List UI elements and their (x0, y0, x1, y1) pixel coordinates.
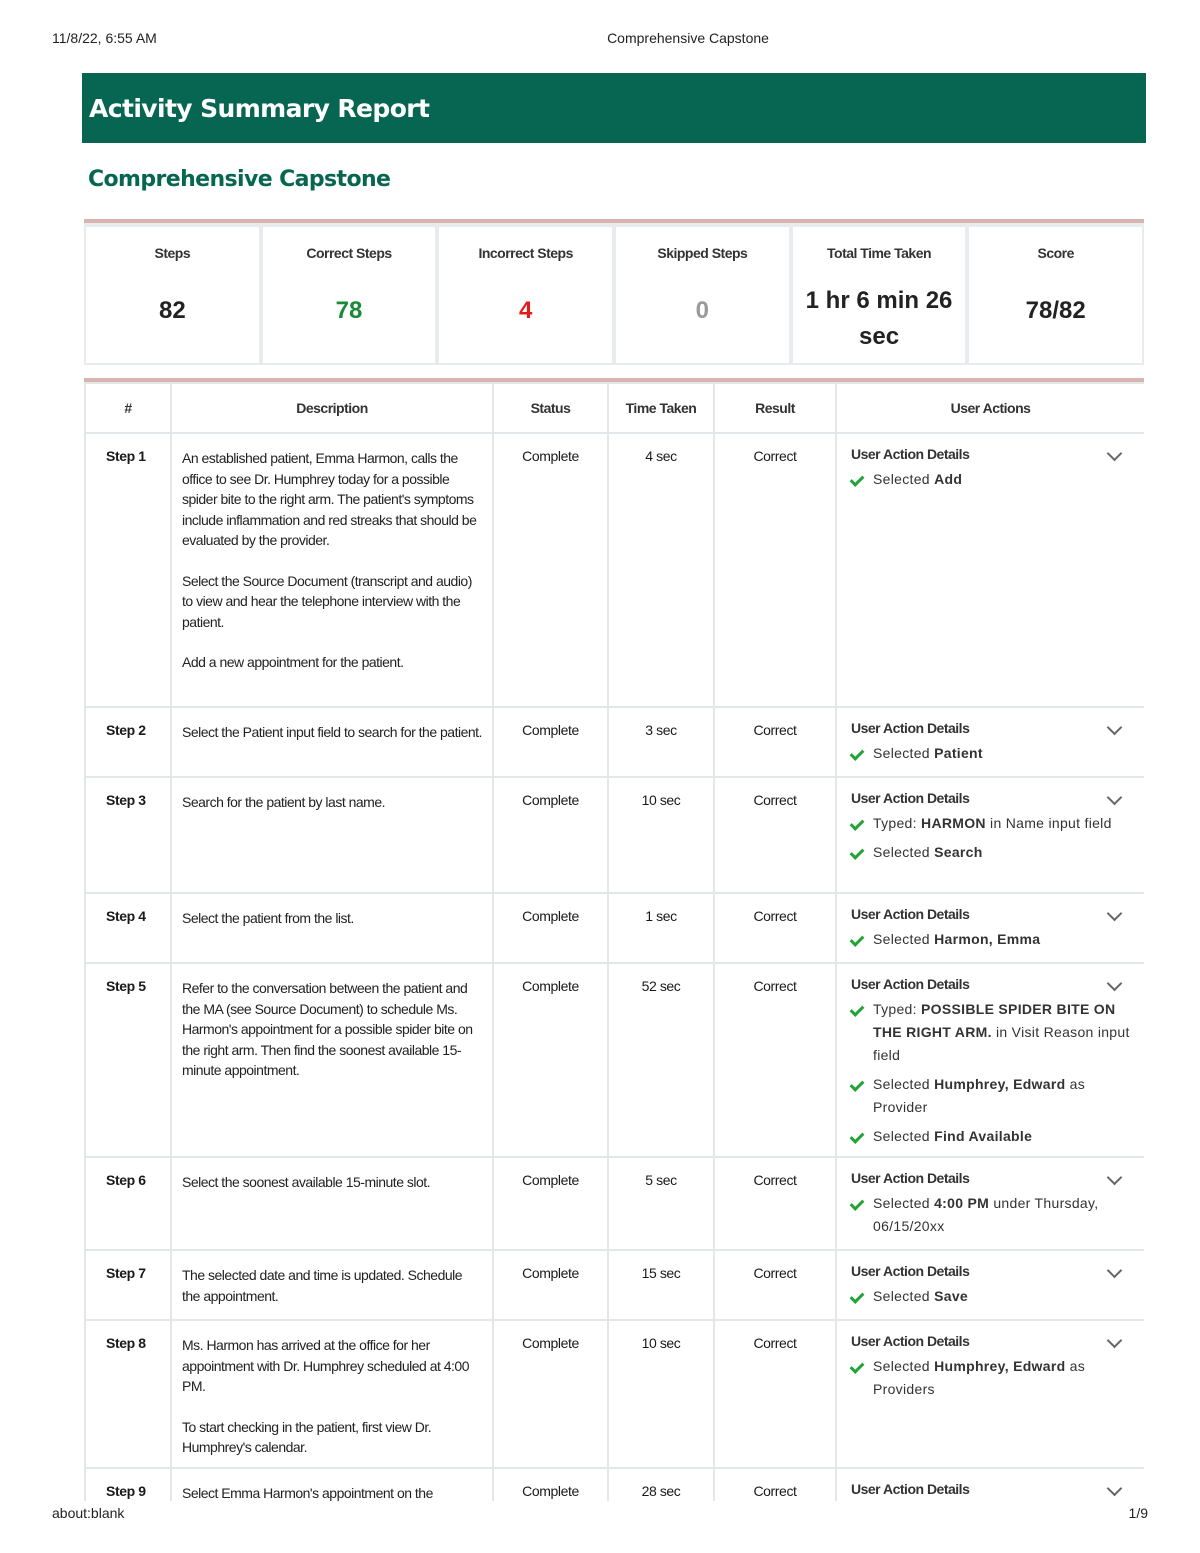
user-action-details-title: User Action Details (851, 1263, 970, 1279)
column-header-result: Result (714, 383, 836, 433)
step-number: Step 7 (85, 1250, 171, 1320)
step-description (171, 433, 493, 707)
user-actions-cell (836, 433, 1144, 707)
action-detail: as Providers (873, 1358, 1086, 1397)
stat-label: Steps (154, 245, 191, 261)
user-action-details-title: User Action Details (851, 1170, 970, 1186)
step-result: Correct (714, 777, 836, 893)
check-icon (850, 1196, 865, 1211)
stat-value: 82 (158, 297, 186, 324)
check-icon (850, 816, 865, 831)
action-verb: Selected (873, 1358, 930, 1374)
column-header-time-taken: Time Taken (608, 383, 714, 433)
table-row (85, 893, 1144, 963)
stat-value: 1 hr 6 min 26 sec (805, 287, 953, 350)
print-header (0, 30, 1200, 50)
step-description (171, 963, 493, 1157)
description-paragraph: Ms. Harmon has arrived at the office for her appointment with Dr. Humphrey scheduled at 4:00 PM. (182, 1337, 470, 1394)
user-actions-cell (836, 1157, 1144, 1250)
description-paragraph: Select Emma Harmon's appointment on the (182, 1485, 433, 1501)
action-verb: Selected (873, 1076, 930, 1092)
action-value: 4:00 PM (934, 1195, 990, 1211)
description-paragraph: Select the soonest available 15-minute slot. (182, 1174, 431, 1190)
step-result: Correct (714, 707, 836, 777)
step-number: Step 6 (85, 1157, 171, 1250)
action-verb: Selected (873, 1288, 930, 1304)
step-time-taken: 28 sec (608, 1468, 714, 1501)
stats-summary (84, 219, 1144, 365)
activity-subtitle: Comprehensive Capstone (88, 167, 391, 192)
user-action-details-title: User Action Details (851, 446, 970, 462)
table-row (85, 1250, 1144, 1320)
action-value: Humphrey, Edward (934, 1076, 1066, 1092)
description-paragraph: Refer to the conversation between the patient and the MA (see Source Document) to schedule Ms. Harmon's appointment for a possible spider bite on the right arm. Then find the soonest available 15-minute appointment. (182, 980, 473, 1078)
action-value: Add (934, 471, 963, 487)
user-action-item (851, 742, 1134, 765)
step-result: Correct (714, 893, 836, 963)
user-actions-cell (836, 777, 1144, 893)
stat-label: Incorrect Steps (478, 245, 573, 261)
user-action-details-title: User Action Details (851, 976, 970, 992)
user-action-item (851, 1355, 1134, 1401)
user-actions-cell (836, 893, 1144, 963)
step-status: Complete (493, 1157, 608, 1250)
step-number: Step 9 (85, 1468, 171, 1501)
stat-value: 78/82 (1025, 297, 1086, 324)
table-row (85, 777, 1144, 893)
stat-value: 0 (695, 297, 710, 324)
user-action-details-title: User Action Details (851, 790, 970, 806)
step-time-taken: 15 sec (608, 1250, 714, 1320)
step-time-taken: 5 sec (608, 1157, 714, 1250)
user-action-item (851, 928, 1134, 951)
report-title: Activity Summary Report (89, 93, 430, 123)
description-paragraph: Search for the patient by last name. (182, 794, 386, 810)
step-status: Complete (493, 893, 608, 963)
stat-label: Correct Steps (306, 245, 392, 261)
action-verb: Selected (873, 1195, 930, 1211)
action-detail: in Visit Reason input field (873, 1024, 1130, 1063)
step-description (171, 707, 493, 777)
stat-score (969, 227, 1142, 363)
action-verb: Selected (873, 745, 930, 761)
step-result: Correct (714, 1157, 836, 1250)
column-header-status: Status (493, 383, 608, 433)
action-value: Humphrey, Edward (934, 1358, 1066, 1374)
stat-steps (86, 227, 259, 363)
step-description (171, 1320, 493, 1468)
user-action-item (851, 1192, 1134, 1238)
action-verb: Selected (873, 471, 930, 487)
user-actions-cell (836, 1468, 1144, 1501)
action-value: Harmon, Emma (934, 931, 1041, 947)
step-description (171, 1250, 493, 1320)
check-icon (850, 1289, 865, 1304)
user-action-item (851, 468, 1134, 491)
table-row (85, 707, 1144, 777)
table-row (85, 1157, 1144, 1250)
step-description (171, 893, 493, 963)
description-paragraph: Add a new appointment for the patient. (182, 654, 404, 670)
step-number: Step 1 (85, 433, 171, 707)
action-value: Search (934, 844, 983, 860)
step-number: Step 2 (85, 707, 171, 777)
description-paragraph: To start checking in the patient, first view Dr. Humphrey's calendar. (182, 1418, 432, 1455)
check-icon (850, 472, 865, 487)
step-time-taken: 10 sec (608, 777, 714, 893)
column-header-user-actions: User Actions (836, 383, 1144, 433)
stat-label: Total Time Taken (827, 245, 932, 261)
table-row (85, 963, 1144, 1157)
action-verb: Selected (873, 844, 930, 860)
user-actions-cell (836, 1320, 1144, 1468)
step-status: Complete (493, 707, 608, 777)
action-value: Patient (934, 745, 983, 761)
stat-value: 78 (335, 297, 363, 324)
page-number: 1/9 (1128, 1505, 1148, 1521)
step-result: Correct (714, 1468, 836, 1501)
user-action-item (851, 1125, 1134, 1148)
action-value: HARMON (921, 815, 986, 831)
action-detail: in Name input field (990, 815, 1112, 831)
check-icon (850, 1129, 865, 1144)
stat-value: 4 (519, 297, 533, 324)
step-status: Complete (493, 1320, 608, 1468)
description-paragraph: The selected date and time is updated. Schedule the appointment. (182, 1267, 463, 1304)
action-detail: under Thursday, 06/15/20xx (873, 1195, 1099, 1234)
description-paragraph: Select the Source Document (transcript and audio) to view and hear the telephone interview with the patient. (182, 572, 472, 630)
action-verb: Typed: (873, 1001, 917, 1017)
step-number: Step 8 (85, 1320, 171, 1468)
step-time-taken: 4 sec (608, 433, 714, 707)
check-icon (850, 1359, 865, 1374)
step-time-taken: 3 sec (608, 707, 714, 777)
step-description (171, 1468, 493, 1501)
table-row (85, 433, 1144, 707)
check-icon (850, 932, 865, 947)
step-time-taken: 10 sec (608, 1320, 714, 1468)
description-paragraph: Select the patient from the list. (182, 910, 354, 926)
column-header-description: Description (171, 383, 493, 433)
stat-skipped-steps (616, 227, 789, 363)
action-verb: Selected (873, 1128, 930, 1144)
step-status: Complete (493, 963, 608, 1157)
description-paragraph: Select the Patient input field to search for the patient. (182, 724, 482, 740)
user-actions-cell (836, 707, 1144, 777)
step-number: Step 5 (85, 963, 171, 1157)
step-status: Complete (493, 1468, 608, 1501)
step-number: Step 3 (85, 777, 171, 893)
print-url: about:blank (52, 1505, 125, 1521)
step-result: Correct (714, 1250, 836, 1320)
table-row (85, 1468, 1144, 1501)
user-action-details-title: User Action Details (851, 906, 970, 922)
user-action-item (851, 1073, 1134, 1119)
user-action-details-title: User Action Details (851, 1333, 970, 1349)
user-action-details-title: User Action Details (851, 1481, 970, 1497)
column-header-number: # (85, 383, 171, 433)
action-verb: Selected (873, 931, 930, 947)
step-description (171, 777, 493, 893)
step-result: Correct (714, 433, 836, 707)
table-body (85, 433, 1144, 1501)
check-icon (850, 1002, 865, 1017)
step-number: Step 4 (85, 893, 171, 963)
action-value: Save (934, 1288, 968, 1304)
step-time-taken: 1 sec (608, 893, 714, 963)
description-paragraph: An established patient, Emma Harmon, calls the office to see Dr. Humphrey today for a possible spider bite to the right arm. The patient's symptoms include inflammation and red streaks that should be evaluated by the provider. (182, 450, 477, 548)
user-actions-cell (836, 963, 1144, 1157)
check-icon (850, 845, 865, 860)
user-action-item (851, 1285, 1134, 1308)
check-icon (850, 1077, 865, 1092)
stat-label: Skipped Steps (657, 245, 748, 261)
table-row (85, 1320, 1144, 1468)
user-action-item (851, 998, 1134, 1067)
step-status: Complete (493, 433, 608, 707)
step-result: Correct (714, 963, 836, 1157)
report-banner (82, 73, 1146, 143)
stat-total-time (793, 227, 966, 363)
print-date: 11/8/22, 6:55 AM (52, 30, 157, 46)
action-value: POSSIBLE SPIDER BITE ON THE RIGHT ARM. (873, 1001, 1116, 1040)
print-title: Comprehensive Capstone (607, 30, 769, 46)
action-value: Find Available (934, 1128, 1033, 1144)
action-detail: as Provider (873, 1076, 1086, 1115)
user-action-item (851, 841, 1134, 864)
table-header-row (85, 383, 1144, 433)
step-status: Complete (493, 777, 608, 893)
action-verb: Typed: (873, 815, 917, 831)
step-result: Correct (714, 1320, 836, 1468)
check-icon (850, 746, 865, 761)
stat-correct-steps (263, 227, 436, 363)
step-status: Complete (493, 1250, 608, 1320)
step-time-taken: 52 sec (608, 963, 714, 1157)
stat-label: Score (1037, 245, 1074, 261)
step-description (171, 1157, 493, 1250)
user-actions-cell (836, 1250, 1144, 1320)
stat-incorrect-steps (439, 227, 612, 363)
user-action-item (851, 812, 1134, 835)
user-action-details-title: User Action Details (851, 720, 970, 736)
steps-table (84, 378, 1144, 1501)
